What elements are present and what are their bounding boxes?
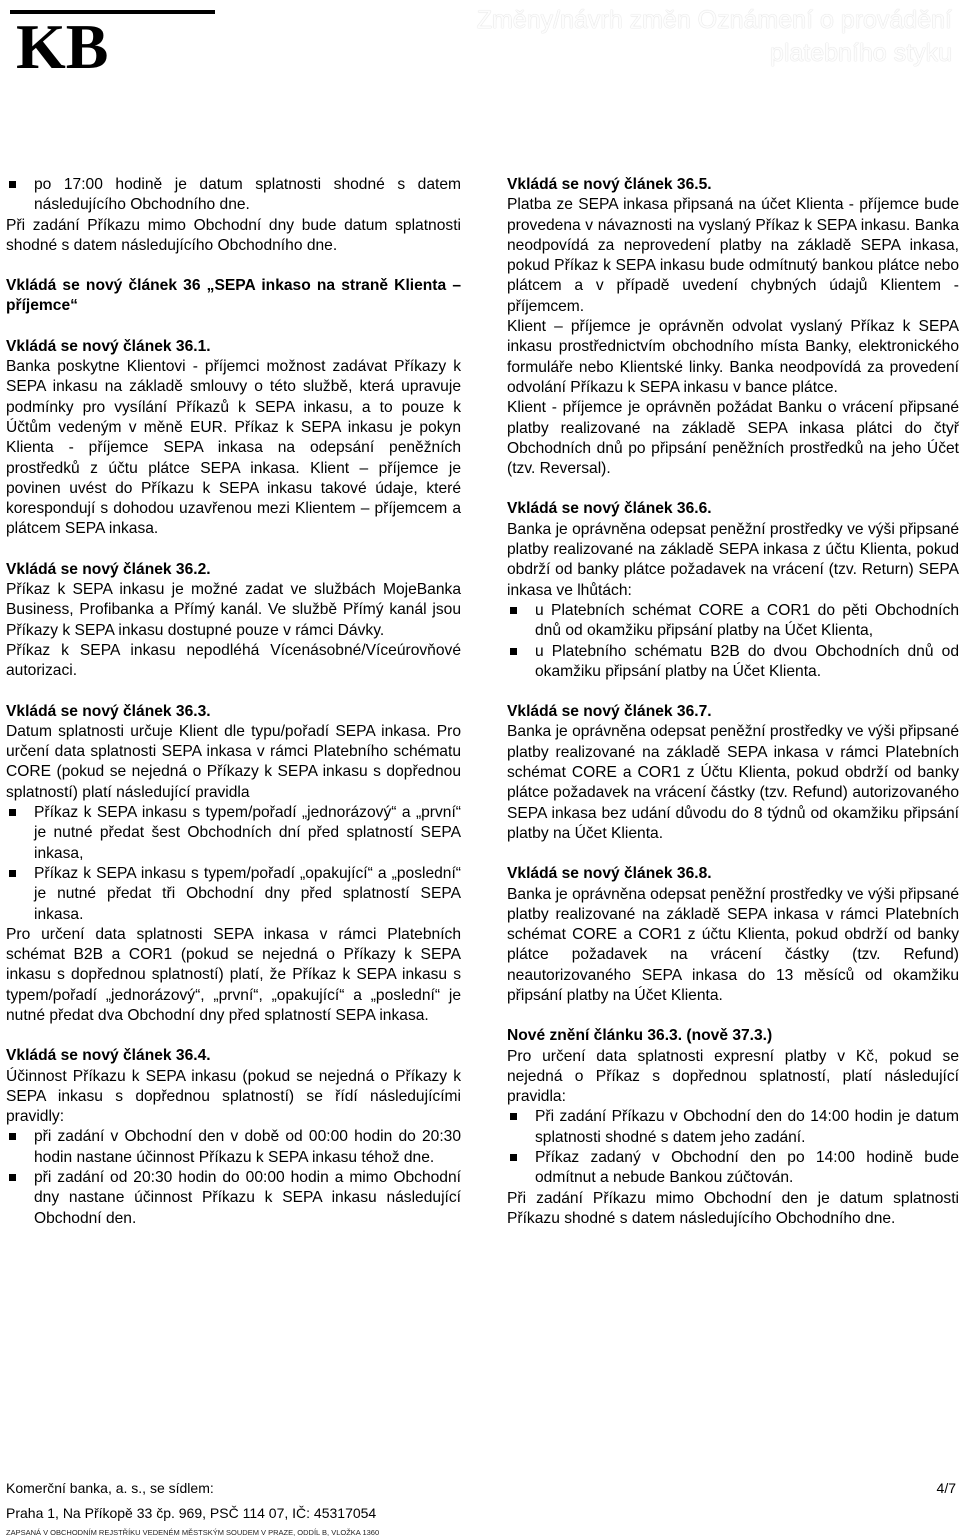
list-item: Příkaz zadaný v Obchodní den po 14:00 hodině bude odmítnut a nebude Bankou zúčtován. <box>507 1148 959 1189</box>
paragraph: Příkaz k SEPA inkasu je možné zadat ve službách MojeBanka Business, Profibanka a Přímý kanál. Ve službě Přímý kanál jsou Příkazy k SEPA inkasu dostupné pouze v rámci Dávky. <box>6 581 461 639</box>
article-heading-36-2: Vkládá se nový článek 36.2. <box>6 560 211 578</box>
section-heading: Vkládá se nový článek 36 „SEPA inkaso na straně Klienta – příjemce“ <box>6 277 461 315</box>
document-title: Změny/návrh změn Oznámení o provádění platebního styku <box>476 6 952 67</box>
paragraph: Pro určení data splatnosti expresní platby v Kč, pokud se nejedná o Příkaz s dopřednou splatností, platí následující pravidla: <box>507 1047 959 1106</box>
paragraph: Účinnost Příkazu k SEPA inkasu (pokud se nejedná o Příkazy k SEPA inkasu s dopřednou splatností) se řídí následujícími pravidly: <box>6 1067 461 1126</box>
rules-list <box>6 803 461 925</box>
article-heading-36-1: Vkládá se nový článek 36.1. <box>6 337 211 355</box>
footer-address: Praha 1, Na Příkopě 33 čp. 969, PSČ 114 07, IČ: 45317054 <box>6 1505 377 1521</box>
paragraph: Banka je oprávněna odepsat peněžní prostředky ve výši připsané platby realizované na základě SEPA inkasa v rámci Platebních schémat CORE a COR1 z účtu Klienta, pokud obdrží od banky plátce požadavek na vrácení částky (tzv. Refund) neautorizovaného SEPA inkasa do 13 měsíců od okamžiku připsání platby na Účet Klienta. <box>507 885 959 1004</box>
kb-logo <box>10 10 215 76</box>
article-heading-36-4: Vkládá se nový článek 36.4. <box>6 1047 211 1065</box>
list-item: u Platebních schémat CORE a COR1 do pěti Obchodních dnů od okamžiku připsání platby na Účet Klienta, <box>507 601 959 642</box>
paragraph: Datum splatnosti určuje Klient dle typu/pořadí SEPA inkasa. Pro určení data splatnosti SEPA inkasa v rámci Platebního schématu CORE (pokud se nejedná o Příkazy k SEPA inkasu s dopřednou splatností) platí následující pravidla <box>6 722 461 801</box>
paragraph: Při zadání Příkazu mimo Obchodní den je datum splatnosti Příkazu shodné s datem následujícího Obchodního dne. <box>507 1189 959 1227</box>
paragraph: Příkaz k SEPA inkasu nepodléhá Vícenásobné/Víceúrovňové autorizaci. <box>6 641 461 680</box>
article-heading-36-5: Vkládá se nový článek 36.5. <box>507 176 712 193</box>
list-item: u Platebního schématu B2B do dvou Obchodních dnů od okamžiku připsání platby na Účet Klienta. <box>507 642 959 683</box>
list-item: po 17:00 hodině je datum splatnosti shodné s datem následujícího Obchodního dne. <box>6 175 461 216</box>
paragraph: Banka je oprávněna odepsat peněžní prostředky ve výši připsané platby realizované na základě SEPA inkasa v rámci Platebních schémat CORE a COR1 z Účtu Klienta, pokud obdrží od banky plátce požadavek na vrácení částky (tzv. Refund) autorizovaného SEPA inkasa bez udání důvodu do 8 týdnů od okamžiku připsání platby na Účet Klienta. <box>507 723 959 842</box>
paragraph: Klient – příjemce je oprávněn odvolat vyslaný Příkaz k SEPA inkasu prostřednictvím obchodního místa Banky, elektronického formuláře nebo Klientské linky. Banka neodpovídá za provedení odvolání Příkazu k SEPA inkasu v bance plátce. <box>507 318 959 396</box>
article-heading-new-36-3: Nové znění článku 36.3. (nově 37.3.) <box>507 1027 773 1045</box>
paragraph: Při zadání Příkazu mimo Obchodní dny bude datum splatnosti shodné s datem následujícího Obchodního dne. <box>6 216 461 254</box>
paragraph: Klient - příjemce je oprávněn požádat Banku o vrácení připsané platby realizované na základě SEPA inkasa plátci do čtyř Obchodních dnů po připsání peněžních prostředků na jeho Účet (tzv. Reversal). <box>507 399 959 478</box>
paragraph: Platba ze SEPA inkasa připsaná na účet Klienta - příjemce bude provedena v návaznosti na vyslaný Příkaz k SEPA inkasu. Banka neodpovídá za neprovedení platby na základě SEPA inkasa, pokud Příkaz k SEPA inkasu bude odmítnutý bankou plátce nebo plátcem a v případě uvedení chybných údajů Klientem - příjemcem. <box>507 196 959 315</box>
left-column <box>6 175 461 1229</box>
article-heading-36-7: Vkládá se nový článek 36.7. <box>507 703 712 721</box>
svg-text:KB: KB <box>16 11 109 76</box>
list-item: Příkaz k SEPA inkasu s typem/pořadí „jednorázový“ a „první“ je nutné předat šest Obchodních dní před splatností SEPA inkasa, <box>6 803 461 864</box>
article-heading-36-8: Vkládá se nový článek 36.8. <box>507 865 712 883</box>
article-heading-36-6: Vkládá se nový článek 36.6. <box>507 500 712 518</box>
intro-list <box>6 175 461 216</box>
list-item: při zadání od 20:30 hodin do 00:00 hodin a mimo Obchodní dny nastane účinnost Příkazu k SEPA inkasu následující Obchodní den. <box>6 1168 461 1229</box>
paragraph: Banka poskytne Klientovi - příjemci možnost zadávat Příkazy k SEPA inkasu na základě smlouvy o této službě, která upravuje podmínky pro vysílání Příkazů k SEPA inkasu, a to pouze k Účtům vedeným v měně EUR. Příkaz k SEPA inkasu je pokyn Klienta - příjemce SEPA inkasa na odepsání peněžních prostředků z účtu plátce SEPA inkasa. Klient – příjemce je povinen uvést do Příkazu k SEPA inkasu takové údaje, které korespondují s dohodou uzavřenou mezi Klientem – příjemcem a plátcem SEPA inkasa. <box>6 358 461 538</box>
page-number: 4/7 <box>936 1480 956 1496</box>
rules-list <box>507 1107 959 1188</box>
footer-company: Komerční banka, a. s., se sídlem: 4/7 <box>6 1480 956 1496</box>
list-item: při zadání v Obchodní den v době od 00:00 hodin do 20:30 hodin nastane účinnost Příkazu k SEPA inkasu téhož dne. <box>6 1127 461 1168</box>
paragraph: Banka je oprávněna odepsat peněžní prostředky ve výši připsané platby realizované na základě SEPA inkasa z účtu Klienta, pokud obdrží od banky plátce požadavek na vrácení (tzv. Return) SEPA inkasa ve lhůtách: <box>507 520 959 599</box>
paragraph: Pro určení data splatnosti SEPA inkasa v rámci Platebních schémat B2B a COR1 (pokud se nejedná o Příkazy k SEPA inkasu s dopřednou splatností) platí, že Příkaz k SEPA inkasu s typem/pořadí „jednorázový“, „první“, „opakující“ a „poslední“ je nutné předat dva Obchodní dny před splatností SEPA inkasa. <box>6 925 461 1024</box>
rules-list <box>6 1127 461 1228</box>
footer-registry: ZAPSANÁ V OBCHODNÍM REJSTŘÍKU VEDENÉM MĚSTSKÝM SOUDEM V PRAZE, ODDÍL B, VLOŽKA 1360 <box>6 1528 380 1537</box>
article-heading-36-3: Vkládá se nový článek 36.3. <box>6 702 211 720</box>
right-column <box>507 175 959 1229</box>
rules-list <box>507 601 959 682</box>
list-item: Příkaz k SEPA inkasu s typem/pořadí „opakující“ a „poslední“ je nutné předat tři Obchodní dny před splatností SEPA inkasa. <box>6 864 461 925</box>
list-item: Při zadání Příkazu v Obchodní den do 14:00 hodin je datum splatnosti shodné s datem jeho zadání. <box>507 1107 959 1148</box>
